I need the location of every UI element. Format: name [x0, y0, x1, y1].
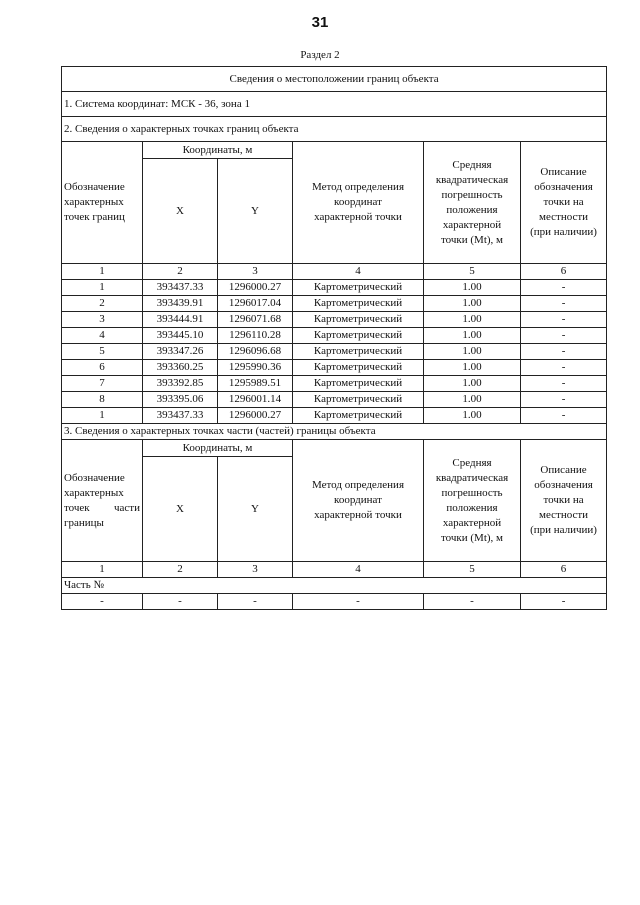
point-y: 1296001.14 — [218, 392, 293, 408]
point-y: 1295989.51 — [218, 376, 293, 392]
point-description: - — [521, 296, 607, 312]
point-x: 393444.91 — [143, 312, 218, 328]
col-number: 4 — [293, 562, 424, 578]
header-y: Y — [218, 159, 293, 264]
point-y: 1295990.36 — [218, 360, 293, 376]
table-row — [62, 312, 607, 328]
point-y: 1296096.68 — [218, 344, 293, 360]
table-row — [62, 344, 607, 360]
point-method: Картометрический — [293, 360, 424, 376]
column-number-row — [62, 264, 607, 280]
section2-title: 2. Сведения о характерных точках границ объекта — [62, 117, 607, 142]
header-point-name: Обозначение характерных точек границ — [62, 142, 143, 264]
point-accuracy: 1.00 — [424, 280, 521, 296]
page-number: 31 — [311, 14, 329, 31]
header-y: Y — [218, 457, 293, 562]
point-method: Картометрический — [293, 344, 424, 360]
part-cell: - — [62, 594, 143, 610]
part-cell: - — [143, 594, 218, 610]
table-row — [62, 296, 607, 312]
header-description: Описание обозначения точки на местности (при наличии) — [521, 142, 607, 264]
point-method: Картометрический — [293, 312, 424, 328]
col-number: 3 — [218, 264, 293, 280]
col-number: 1 — [62, 562, 143, 578]
point-number: 1 — [62, 280, 143, 296]
col-number: 1 — [62, 264, 143, 280]
point-number: 2 — [62, 296, 143, 312]
point-description: - — [521, 408, 607, 424]
column-number-row — [62, 562, 607, 578]
col-number: 3 — [218, 562, 293, 578]
point-accuracy: 1.00 — [424, 376, 521, 392]
header-accuracy: Средняя квадратическая погрешность положения характерной точки (Mt), м — [424, 142, 521, 264]
point-description: - — [521, 280, 607, 296]
header-coords: Координаты, м — [143, 142, 293, 159]
table-row — [62, 408, 607, 424]
point-x: 393395.06 — [143, 392, 218, 408]
point-x: 393437.33 — [143, 408, 218, 424]
boundary-table — [61, 66, 607, 610]
point-number: 1 — [62, 408, 143, 424]
point-y: 1296000.27 — [218, 280, 293, 296]
header-coords: Координаты, м — [143, 440, 293, 457]
point-method: Картометрический — [293, 328, 424, 344]
point-description: - — [521, 328, 607, 344]
part-cell: - — [521, 594, 607, 610]
header-x: X — [143, 159, 218, 264]
point-x: 393392.85 — [143, 376, 218, 392]
point-description: - — [521, 360, 607, 376]
table-title: Сведения о местоположении границ объекта — [62, 67, 607, 92]
point-x: 393437.33 — [143, 280, 218, 296]
point-number: 3 — [62, 312, 143, 328]
point-number: 7 — [62, 376, 143, 392]
col-number: 6 — [521, 562, 607, 578]
col-number: 4 — [293, 264, 424, 280]
table-row — [62, 280, 607, 296]
point-y: 1296017.04 — [218, 296, 293, 312]
header-accuracy: Средняя квадратическая погрешность положения характерной точки (Mt), м — [424, 440, 521, 562]
header-point-name-part: Обозначение характерных точек части границы — [62, 440, 143, 562]
point-method: Картометрический — [293, 392, 424, 408]
point-x: 393360.25 — [143, 360, 218, 376]
point-description: - — [521, 376, 607, 392]
table-row — [62, 328, 607, 344]
col-number: 2 — [143, 264, 218, 280]
point-y: 1296071.68 — [218, 312, 293, 328]
header-method: Метод определения координат характерной точки — [293, 142, 424, 264]
col-number: 5 — [424, 562, 521, 578]
col-number: 6 — [521, 264, 607, 280]
coord-system-row: 1. Система координат: МСК - 36, зона 1 — [62, 92, 607, 117]
table-row — [62, 360, 607, 376]
point-method: Картометрический — [293, 280, 424, 296]
header-method: Метод определения координат характерной точки — [293, 440, 424, 562]
part-cell: - — [218, 594, 293, 610]
point-x: 393347.26 — [143, 344, 218, 360]
point-description: - — [521, 312, 607, 328]
point-accuracy: 1.00 — [424, 360, 521, 376]
point-x: 393439.91 — [143, 296, 218, 312]
col-number: 2 — [143, 562, 218, 578]
point-y: 1296110.28 — [218, 328, 293, 344]
section-title: Раздел 2 — [300, 49, 340, 61]
point-accuracy: 1.00 — [424, 408, 521, 424]
header-x: X — [143, 457, 218, 562]
point-y: 1296000.27 — [218, 408, 293, 424]
point-number: 5 — [62, 344, 143, 360]
part-cell: - — [293, 594, 424, 610]
part-label: Часть № — [62, 578, 607, 594]
point-method: Картометрический — [293, 408, 424, 424]
table-row — [62, 376, 607, 392]
point-accuracy: 1.00 — [424, 312, 521, 328]
point-x: 393445.10 — [143, 328, 218, 344]
points-body — [62, 280, 607, 424]
header-description: Описание обозначения точки на местности (при наличии) — [521, 440, 607, 562]
part-cell: - — [424, 594, 521, 610]
point-description: - — [521, 344, 607, 360]
point-number: 6 — [62, 360, 143, 376]
point-accuracy: 1.00 — [424, 328, 521, 344]
point-accuracy: 1.00 — [424, 296, 521, 312]
point-description: - — [521, 392, 607, 408]
col-number: 5 — [424, 264, 521, 280]
point-accuracy: 1.00 — [424, 392, 521, 408]
table-row — [62, 392, 607, 408]
point-method: Картометрический — [293, 296, 424, 312]
point-number: 8 — [62, 392, 143, 408]
point-method: Картометрический — [293, 376, 424, 392]
point-number: 4 — [62, 328, 143, 344]
part-row — [62, 594, 607, 610]
section3-title: 3. Сведения о характерных точках части (частей) границы объекта — [62, 424, 607, 440]
point-accuracy: 1.00 — [424, 344, 521, 360]
